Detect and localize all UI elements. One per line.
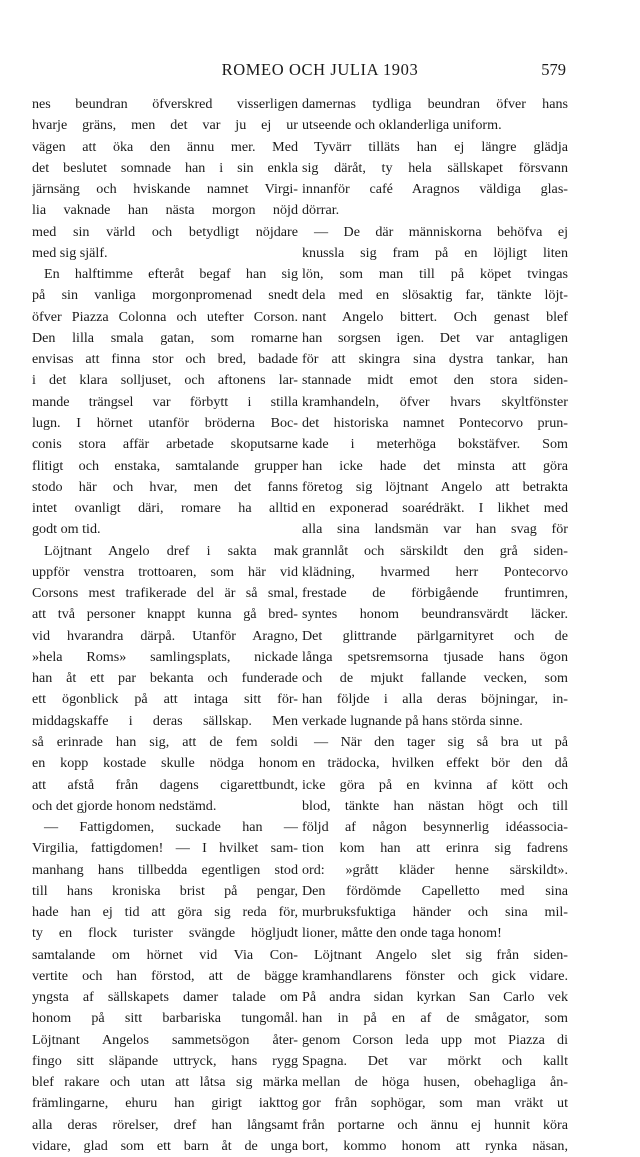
text-line: han sorgsen igen. Det var antagligen	[302, 329, 568, 346]
text-line: samtalande om hörnet vid Via Con-	[32, 946, 298, 963]
text-line: hade han ej tid att göra sig reda för,	[32, 904, 298, 921]
text-line: han icke hade det minsta att göra	[302, 457, 568, 474]
text-line: järnsäng och hviskande namnet Virgi-	[32, 181, 298, 198]
text-line: sig däråt, ty hela sällskapet försvann	[302, 159, 568, 176]
text-line: Löjtnant Angelo dref i sakta mak	[44, 542, 298, 559]
text-line: företog sig löjtnant Angelo att betrakta	[302, 478, 568, 495]
page-number: 579	[541, 60, 566, 79]
text-line: det beslutet somnade han i sin enkla	[32, 159, 298, 176]
text-line: främlingarne, ehuru han girigt iakttog	[32, 1095, 298, 1112]
text-line: På andra sidan kyrkan San Carlo vek	[302, 989, 568, 1006]
text-line: damernas tydliga beundran öfver hans	[302, 96, 568, 112]
text-line: vertite och han förstod, att de bägge	[32, 967, 298, 984]
text-line: — De där människorna behöfva ej	[314, 223, 568, 240]
text-line: kade i meterhöga bokstäfver. Som	[302, 436, 568, 453]
text-line: med sin värld och betydligt nöjdare	[32, 223, 298, 240]
text-line: flitigt och enstaka, samtalande grupper	[32, 457, 298, 474]
text-line: nant Angelo bittert. Och genast blef	[302, 308, 568, 325]
text-line: stodo här och hvar, men det fanns	[32, 478, 298, 495]
text-line: mellan de höga husen, obehagliga ån-	[302, 1074, 568, 1091]
text-line: nes beundran öfverskred visserligen	[32, 96, 298, 112]
text-line: middagskaffe i deras sällskap. Men	[32, 712, 298, 729]
text-line: klädning, hvarmed herr Pontecorvo	[302, 563, 568, 580]
text-line: yngsta af sällskapets damer talade om	[32, 989, 298, 1006]
text-line: tion kom han att erinra sig fadrens	[302, 840, 568, 857]
text-line: vidare, glad som ett barn åt de unga	[32, 1138, 298, 1155]
text-line: stannade midt emot den stora siden-	[302, 372, 568, 389]
text-line: Den fördömde Capelletto med sina	[302, 882, 568, 899]
text-line: för att skingra sina dystra tankar, han	[302, 351, 568, 368]
text-line: öfver Piazza Colonna och utefter Corson.	[32, 308, 298, 325]
text-line: Corsons mest trafikerade del är så smal,	[32, 585, 298, 602]
text-line: Den lilla smala gatan, som romarne	[32, 329, 298, 346]
text-line: lia vaknade han nästa morgon nöjd	[32, 202, 298, 219]
text-line: Virgilia, fattigdomen! — I hvilket sam-	[32, 840, 298, 857]
text-line: Spagna. Det var mörkt och kallt	[302, 1052, 568, 1069]
text-line: knussla sig fram på en löjligt liten	[302, 244, 568, 261]
text-line: »hela Roms» samlingsplats, nickade	[32, 648, 298, 665]
text-line: lön, som man till på köpet tvingas	[302, 266, 568, 283]
text-line: dörrar.	[302, 202, 340, 219]
text-line: icke göra på en kvinna af kött och	[302, 776, 568, 793]
text-line: conis stora affär arbetade skoputsarne	[32, 436, 298, 453]
text-line: — Fattigdomen, suckade han —	[44, 819, 298, 836]
text-line: en trädocka, hvilken effekt bör den då	[302, 755, 568, 772]
text-line: och de mjukt fallande vecken, som	[302, 670, 568, 687]
text-line: till hans kroniska brist på pengar,	[32, 882, 298, 899]
text-line: Tyvärr tilläts han ej längre glädja	[314, 138, 568, 155]
text-line: på sin vanliga morgonpromenad snedt	[32, 287, 298, 304]
text-line: genom Corson leda upp mot Piazza di	[302, 1031, 568, 1048]
text-line: murbruksfuktiga händer och sina mil-	[302, 904, 568, 921]
text-line: det historiska namnet Pontecorvo prun-	[302, 414, 568, 431]
text-line: innanför café Aragnos väldiga glas-	[302, 181, 568, 198]
text-line: uppför venstra trottoaren, som här vid	[32, 563, 298, 580]
text-line: frestade de förbigående fruntimren,	[302, 585, 568, 602]
text-line: kramhandeln, öfver hvars skyltfönster	[302, 393, 568, 410]
text-line: envisas att finna stor och bred, badade	[32, 351, 298, 368]
text-line: alla sina landsmän var han svag för	[302, 521, 568, 538]
text-line: manhang hans tillbedda egentligen stod	[32, 861, 298, 878]
text-line: i det klara solljuset, och aftonens lar-	[32, 372, 298, 389]
text-line: blef rakare och utan att låtsa sig märka	[32, 1074, 298, 1091]
text-line: intet ovanligt däri, romare ha alltid	[32, 500, 298, 517]
text-line: lioner, måtte den onde taga honom!	[302, 925, 502, 942]
text-line: gor från sophögar, som man vräkt ut	[302, 1095, 568, 1112]
text-line: utseende och oklanderliga uniform.	[302, 117, 502, 134]
text-line: att afstå från dagens cigarettbundt,	[32, 776, 298, 793]
text-line: ord: »grått kläder henne särskildt».	[302, 861, 568, 878]
text-line: dela med en slösaktig far, tänkte löjt-	[302, 287, 568, 304]
text-line: blod, tänkte han nästan högt och till	[302, 797, 568, 814]
text-line: ett ögonblick på att intaga sitt för-	[32, 691, 298, 708]
running-title: ROMEO OCH JULIA 1903	[221, 60, 419, 79]
right-column	[302, 94, 568, 1157]
text-line: honom på sitt barbariska tungomål.	[32, 1010, 298, 1027]
text-line: han följde i alla deras böjningar, in-	[302, 691, 568, 708]
text-line: syntes honom beundransvärdt läcker.	[302, 606, 568, 623]
text-line: Löjtnant Angelos sammetsögon åter-	[32, 1031, 298, 1048]
text-line: att två personer knappt kunna gå bred-	[32, 606, 298, 623]
text-line: en exponerad soarédräkt. I likhet med	[302, 500, 568, 517]
text-line: följd af någon besynnerlig idéassocia-	[302, 819, 568, 836]
text-line: från portarne och ännu ej hunnit köra	[302, 1116, 568, 1133]
text-line: — När den tager sig så bra ut på	[314, 733, 568, 750]
text-line: Löjtnant Angelo slet sig från siden-	[314, 946, 568, 963]
text-line: Det glittrande pärlgarnityret och de	[302, 627, 568, 644]
text-line: långa spetsremsorna tjusade hans ögon	[302, 648, 568, 665]
text-line: verkade lugnande på hans störda sinne.	[302, 712, 523, 729]
page-header	[0, 60, 640, 84]
text-line: hvarje gräns, men det var ju ej ur	[32, 117, 298, 134]
text-line: godt om tid.	[32, 521, 101, 538]
text-line: och det gjorde honom nedstämd.	[32, 797, 217, 814]
text-line: en kopp kostade skulle nödga honom	[32, 755, 298, 772]
text-line: bort, kommo honom att rynka näsan,	[302, 1138, 568, 1155]
text-line: vägen att öka den ännu mer. Med	[32, 138, 298, 155]
left-column	[32, 94, 298, 1157]
text-line: fingo sitt släpande uttryck, hans rygg	[32, 1052, 298, 1069]
text-line: grannlåt och särskildt den grå siden-	[302, 542, 568, 559]
text-line: alla deras rörelser, dref han långsamt	[32, 1116, 298, 1133]
text-line: han in på en af de smågator, som	[302, 1010, 568, 1027]
text-line: ty en flock turister svängde högljudt	[32, 925, 298, 942]
text-line: kramhandlarens fönster och gick vidare.	[302, 967, 568, 984]
text-line: lugn. I hörnet utanför bröderna Boc-	[32, 414, 298, 431]
text-line: så erinrade han sig, att de fem soldi	[32, 733, 298, 750]
text-line: vid hvarandra därpå. Utanför Aragno,	[32, 627, 298, 644]
text-line: han åt ett par bekanta och funderade	[32, 670, 298, 687]
text-line: med sig själf.	[32, 244, 108, 261]
text-line: mande trängsel var förbytt i stilla	[32, 393, 298, 410]
text-line: En halftimme efteråt begaf han sig	[44, 266, 298, 283]
